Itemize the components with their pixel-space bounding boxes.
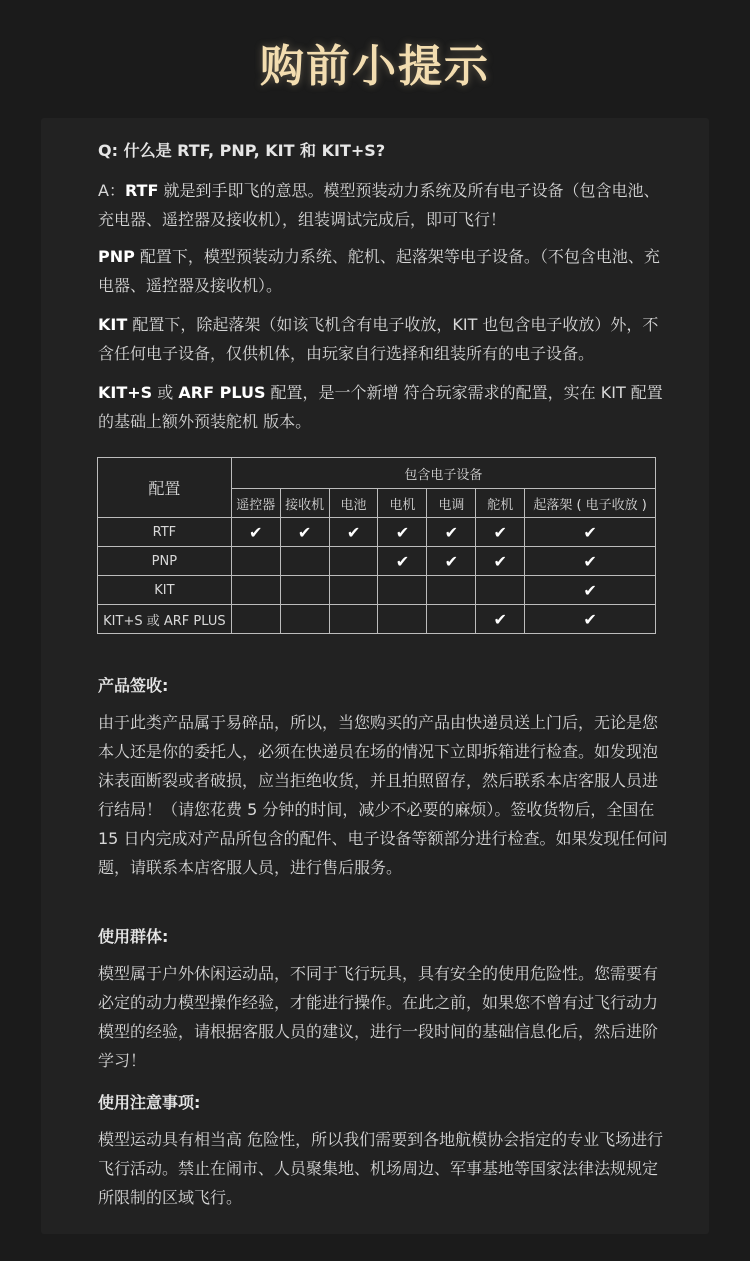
term-kits: KIT+S <box>98 383 153 402</box>
col-header: 电调 <box>427 489 476 518</box>
table-cell <box>427 576 476 605</box>
table-cell <box>525 547 656 576</box>
table-row <box>98 576 656 605</box>
table-row <box>98 518 656 547</box>
table-cell <box>476 547 525 576</box>
check-icon: ✔ <box>583 580 597 600</box>
answer-prefix: A： <box>98 181 125 200</box>
col-header: 电池 <box>329 489 378 518</box>
row-label: KIT <box>98 576 232 605</box>
check-icon: ✔ <box>583 551 597 571</box>
table-cell <box>378 576 427 605</box>
col-header: 舵机 <box>476 489 525 518</box>
table-cell <box>476 605 525 634</box>
receipt-text: 由于此类产品属于易碎品，所以，当您购买的产品由快递员送上门后，无论是您本人还是你的委托人，必须在快递员在场的情况下立即拆箱进行检查。如发现泡沫表面断裂或者破损，应当拒绝收货，并且拍照留存，然后联系本店客服人员进行结局！（请您花费 5 分钟的时间，减少不必要的麻烦）。签收货物后，全国在 15 日内完成对产品所包含的配件、电子设备等额部分进行检查。如果发现任何问题，请联系本店客服人员，进行售后服务。 <box>98 713 668 877</box>
faq-answer-pnp <box>98 242 668 300</box>
table-cell <box>427 605 476 634</box>
check-icon: ✔ <box>493 522 507 542</box>
table-cell <box>427 547 476 576</box>
table-cell <box>427 518 476 547</box>
row-label: RTF <box>98 518 232 547</box>
table-cell <box>280 605 329 634</box>
term-rtf: RTF <box>124 181 159 200</box>
kit-description: 配置下，除起落架（如该飞机含有电子收放，KIT 也包含电子收放）外，不含任何电子设备，仅供机体，由玩家自行选择和组装所有的电子设备。 <box>98 315 659 363</box>
table-cell <box>329 547 378 576</box>
col-header: 接收机 <box>280 489 329 518</box>
faq-answer-kits <box>98 378 668 436</box>
table-cell <box>378 518 427 547</box>
faq-answer-rtf <box>98 176 668 234</box>
audience-text: 模型属于户外休闲运动品，不同于飞行玩具，具有安全的使用危险性。您需要有必定的动力模型操作经验，才能进行操作。在此之前，如果您不曾有过飞行动力模型的经验，请根据客服人员的建议，进行一段时间的基础信息化后，然后进阶学习！ <box>98 964 659 1070</box>
term-kit: KIT <box>98 315 128 334</box>
row-label: PNP <box>98 547 232 576</box>
table-cell <box>525 576 656 605</box>
kits-description: 配置，是一个新增 符合玩家需求的配置，实在 KIT 配置的基础上额外预装舵机 版本。 <box>98 383 663 431</box>
table-cell <box>525 605 656 634</box>
kits-or: 或 <box>152 383 179 402</box>
check-icon: ✔ <box>297 522 312 542</box>
check-icon: ✔ <box>493 551 507 571</box>
table-cell <box>231 547 280 576</box>
group-header: 包含电子设备 <box>231 458 655 489</box>
col-header: 遥控器 <box>231 489 280 518</box>
row-label: KIT+S 或 ARF PLUS <box>98 605 232 634</box>
table-cell <box>329 576 378 605</box>
table-cell <box>280 518 329 547</box>
check-icon: ✔ <box>444 522 459 542</box>
term-pnp: PNP <box>98 247 135 266</box>
table-row <box>98 547 656 576</box>
check-icon: ✔ <box>493 609 507 629</box>
config-header: 配置 <box>98 458 232 518</box>
page-title: 购前小提示 <box>260 41 490 92</box>
table-cell <box>280 576 329 605</box>
check-icon: ✔ <box>583 522 597 542</box>
audience-title: 使用群体: <box>98 927 169 946</box>
table-cell <box>378 605 427 634</box>
table-cell <box>476 518 525 547</box>
faq-question: Q: 什么是 RTF, PNP, KIT 和 KIT+S? <box>98 141 386 160</box>
table-cell <box>525 518 656 547</box>
table-cell <box>231 518 280 547</box>
check-icon: ✔ <box>395 551 410 571</box>
check-icon: ✔ <box>395 522 410 542</box>
config-table-body <box>98 518 656 634</box>
term-arf-plus: ARF PLUS <box>178 383 266 402</box>
rtf-description: 就是到手即飞的意思。模型预装动力系统及所有电子设备（包含电池、充电器、遥控器及接收机），组装调试完成后，即可飞行！ <box>98 181 660 229</box>
info-panel <box>41 118 709 1234</box>
check-icon: ✔ <box>346 522 361 542</box>
col-header: 电机 <box>378 489 427 518</box>
table-cell <box>378 547 427 576</box>
table-row <box>98 605 656 634</box>
check-icon: ✔ <box>444 551 459 571</box>
pnp-description: 配置下，模型预装动力系统、舵机、起落架等电子设备。（不包含电池、充电器、遥控器及接收机）。 <box>98 247 660 295</box>
receipt-title: 产品签收: <box>98 676 169 695</box>
config-table <box>97 457 656 634</box>
check-icon: ✔ <box>249 522 263 542</box>
notes-title: 使用注意事项: <box>98 1093 201 1112</box>
table-cell <box>476 576 525 605</box>
table-cell <box>329 605 378 634</box>
notes-text: 模型运动具有相当高 危险性，所以我们需要到各地航模协会指定的专业飞场进行飞行活动。禁止在闹市、人员聚集地、机场周边、军事基地等国家法律法规规定所限制的区域飞行。 <box>98 1130 664 1207</box>
table-cell <box>280 547 329 576</box>
table-cell <box>329 518 378 547</box>
check-icon: ✔ <box>583 609 597 629</box>
faq-answer-kit <box>98 310 668 368</box>
table-cell <box>231 576 280 605</box>
table-cell <box>231 605 280 634</box>
col-header: 起落架 ( 电子收放 ) <box>525 489 656 518</box>
